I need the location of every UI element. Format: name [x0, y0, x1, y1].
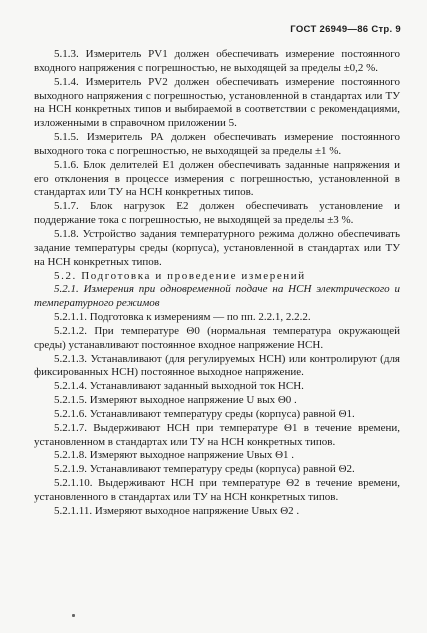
paragraph-5-2-1-9: 5.2.1.9. Устанавливают температуру среды (корпуса) равной Θ2.	[54, 463, 355, 476]
paragraph-5-1-8: 5.1.8. Устройство задания температурного режима должно обеспечивать задание температуры среды (корпуса), установленной в стандартах или ТУ на НСН конкретных типов.	[34, 227, 400, 268]
scan-speck	[72, 614, 75, 617]
subsection-heading-5-2-1: 5.2.1. Измерения при одновременной подаче на НСН электрического и температурного режимов	[34, 283, 400, 310]
paragraph-5-2-1-7: 5.2.1.7. Выдерживают НСН при температуре Θ1 в течение времени, установленном в стандартах или ТУ на НСН конкретных типов.	[34, 421, 400, 448]
section-heading-5-2: 5.2. Подготовка и проведение измерений	[54, 269, 306, 282]
paragraph-5-2-1-3: 5.2.1.3. Устанавливают (для регулируемых НСН) или контролируют (для фиксированных НСН) постоянное выходное напряжение.	[34, 352, 400, 379]
page-header: ГОСТ 26949—86 Стр. 9	[290, 24, 401, 35]
paragraph-5-1-4: 5.1.4. Измеритель PV2 должен обеспечивать измерение постоянного выходного напряжения с погрешностью, установленной в стандартах или ТУ на НСН конкретных типов и выбираемой в соответствии с рекомендациями, изложенными в справочном приложении 5.	[34, 75, 400, 130]
paragraph-5-2-1-4: 5.2.1.4. Устанавливают заданный выходной ток НСН.	[54, 380, 304, 393]
document-body	[34, 48, 400, 519]
paragraph-5-2-1-6: 5.2.1.6. Устанавливают температуру среды (корпуса) равной Θ1.	[54, 407, 355, 420]
paragraph-5-2-1-10: 5.2.1.10. Выдерживают НСН при температуре Θ2 в течение времени, установленного в стандартах или ТУ на НСН конкретных типов.	[34, 477, 400, 503]
paragraph-5-2-1-8: 5.2.1.8. Измеряют выходное напряжение Uвых Θ1 .	[54, 449, 295, 462]
paragraph-5-1-3: 5.1.3. Измеритель PV1 должен обеспечивать измерение постоянного входного напряжения с погрешностью, не выходящей за пределы ±0,2 %.	[34, 48, 400, 74]
paragraph-5-1-7: 5.1.7. Блок нагрузок E2 должен обеспечивать установление и поддержание тока с погрешностью, не выходящей за пределы ±3 %.	[34, 200, 400, 227]
paragraph-5-2-1-2: 5.2.1.2. При температуре Θ0 (нормальная температура окружающей среды) устанавливают постоянное входное напряжение НСН.	[34, 324, 400, 351]
paragraph-5-2-1-5: 5.2.1.5. Измеряют выходное напряжение U вых Θ0 .	[54, 394, 297, 407]
paragraph-5-2-1-11: 5.2.1.11. Измеряют выходное напряжение Uвых Θ2 .	[54, 504, 300, 517]
paragraph-5-2-1-1: 5.2.1.1. Подготовка к измерениям — по пп. 2.2.1, 2.2.2.	[54, 311, 311, 324]
paragraph-5-1-6: 5.1.6. Блок делителей E1 должен обеспечивать заданные напряжения и его отклонения в процессе измерения с погрешностью, установленной в стандартах или ТУ на НСН конкретных типов.	[34, 158, 400, 199]
paragraph-5-1-5: 5.1.5. Измеритель PA должен обеспечивать измерение постоянного выходного тока с погрешностью, не выходящей за пределы ±1 %.	[34, 131, 400, 157]
